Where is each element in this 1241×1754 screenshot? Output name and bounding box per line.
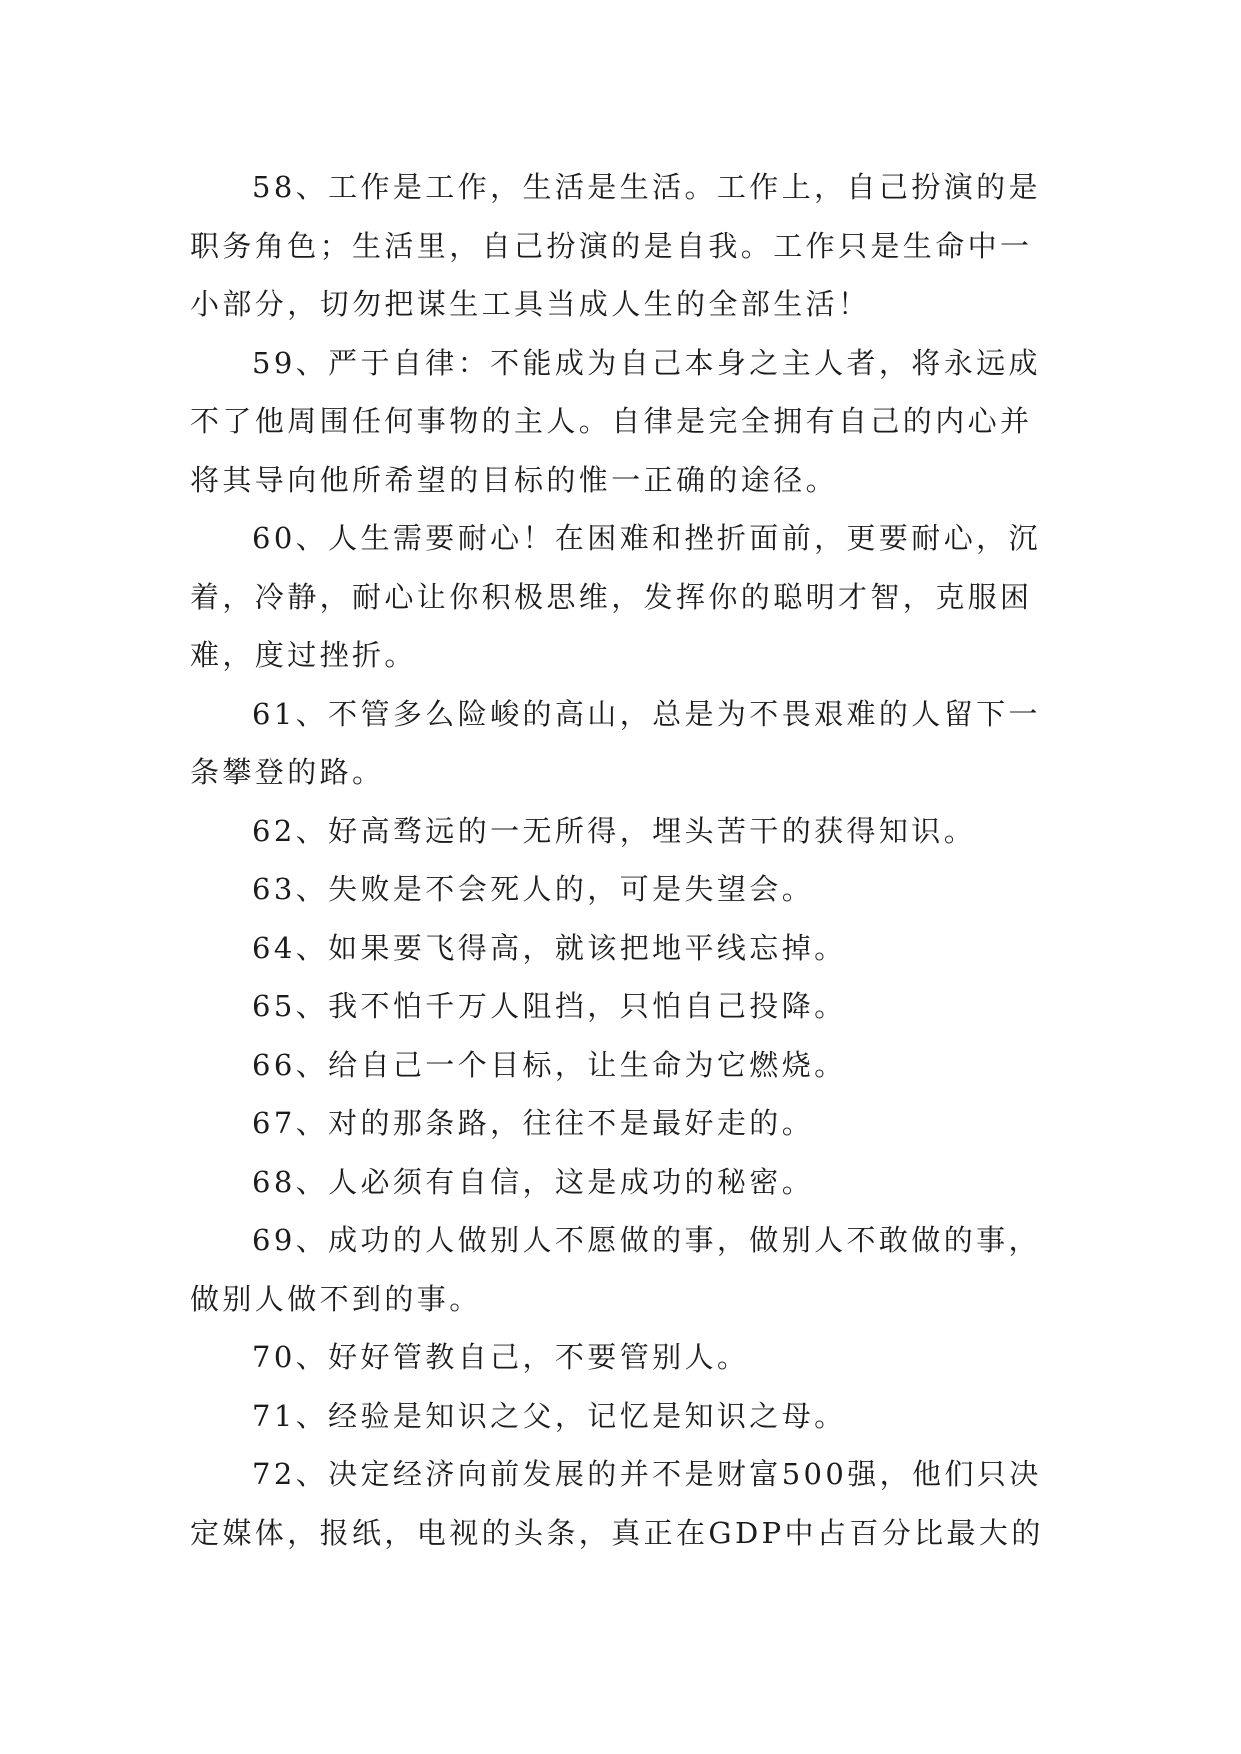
paragraph-68: 68、人必须有自信，这是成功的秘密。 — [252, 1164, 815, 1199]
paragraph-72: 72、决定经济向前发展的并不是财富500强，他们只决定媒体，报纸，电视的头条，真正在GDP中占百分比最大的 — [190, 1457, 1044, 1550]
paragraph-63: 63、失败是不会死人的，可是失望会。 — [252, 872, 815, 906]
paragraph-62: 62、好高骛远的一无所得，埋头苦干的获得知识。 — [252, 813, 977, 848]
paragraph-70: 70、好好管教自己，不要管别人。 — [252, 1340, 750, 1374]
paragraph-65: 65、我不怕千万人阻挡，只怕自己投降。 — [252, 989, 847, 1023]
paragraph-64: 64、如果要飞得高，就该把地平线忘掉。 — [252, 930, 847, 965]
paragraph-69: 69、成功的人做别人不愿做的事，做别人不敢做的事，做别人做不到的事。 — [190, 1223, 1041, 1316]
paragraph-59: 59、严于自律：不能成为自己本身之主人者，将永远成不了他周围任何事物的主人。自律是完全拥有自己的内心并将其导向他所希望的目标的惟一正确的途径。 — [190, 345, 1041, 497]
paragraph-58: 58、工作是工作，生活是生活。工作上，自己扮演的是职务角色；生活里，自己扮演的是自我。工作只是生命中一小部分，切勿把谋生工具当成人生的全部生活！ — [190, 170, 1041, 321]
paragraph-61: 61、不管多么险峻的高山，总是为不畏艰难的人留下一条攀登的路。 — [190, 696, 1041, 789]
paragraph-71: 71、经验是知识之父，记忆是知识之母。 — [252, 1398, 847, 1433]
paragraph-67: 67、对的那条路，往往不是最好走的。 — [252, 1106, 815, 1140]
document-body — [190, 158, 1050, 1562]
paragraph-66: 66、给自己一个目标，让生命为它燃烧。 — [252, 1047, 847, 1082]
paragraph-60: 60、人生需要耐心！在困难和挫折面前，更要耐心，沉着，冷静，耐心让你积极思维，发挥你的聪明才智，克服困难，度过挫折。 — [190, 521, 1041, 672]
